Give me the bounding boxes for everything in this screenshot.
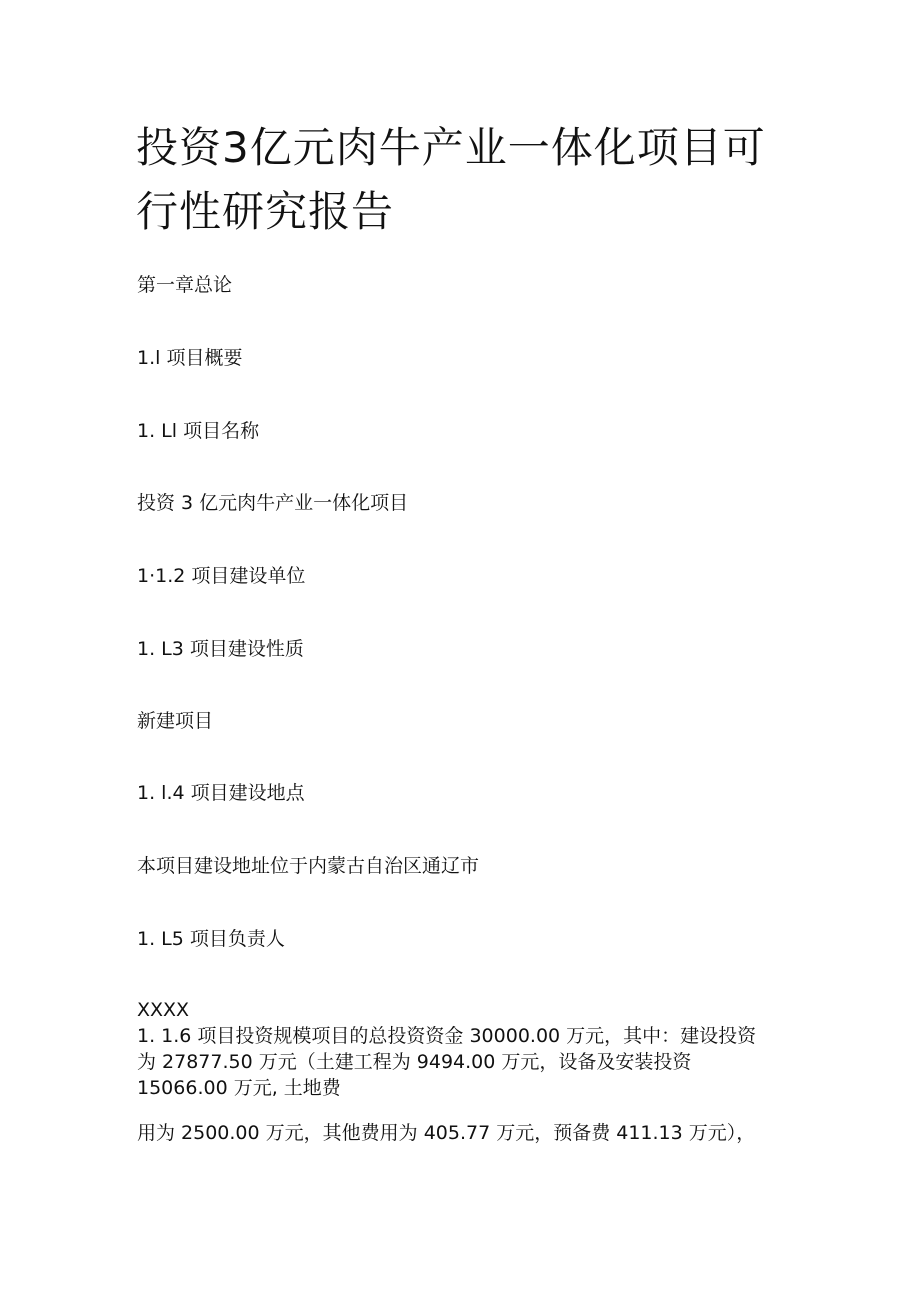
body-text: 本项目建设地址位于内蒙古自治区通辽市 <box>137 855 480 877</box>
body-text: 用为 2500.00 万元，其他费用为 405.77 万元，预备费 411.13 万元）， <box>137 1122 756 1144</box>
paragraph-line: XXXX <box>137 999 190 1021</box>
investment-paragraph <box>137 997 797 1101</box>
document-title: 投资3亿元肉牛产业一体化项目可行性研究报告 <box>136 123 766 236</box>
section-heading: 1.l 项目概要 <box>137 347 243 369</box>
subsection-heading: 1. L3 项目建设性质 <box>137 638 304 660</box>
body-text: 投资 3 亿元肉牛产业一体化项目 <box>137 492 409 514</box>
subsection-heading: 1·1.2 项目建设单位 <box>137 565 306 587</box>
paragraph-line: 15066.00 万元, 土地费 <box>137 1077 341 1099</box>
subsection-heading: 1. L5 项目负责人 <box>137 928 285 950</box>
paragraph-line: 1. 1.6 项目投资规模项目的总投资资金 30000.00 万元，其中：建设投资 <box>137 1025 757 1047</box>
body-text: 新建项目 <box>137 710 214 732</box>
chapter-heading: 第一章总论 <box>137 274 233 296</box>
paragraph-line: 为 27877.50 万元（土建工程为 9494.00 万元，设备及安装投资 <box>137 1051 692 1073</box>
subsection-heading: 1. Ll 项目名称 <box>137 420 260 442</box>
subsection-heading: 1. l.4 项目建设地点 <box>137 782 305 804</box>
